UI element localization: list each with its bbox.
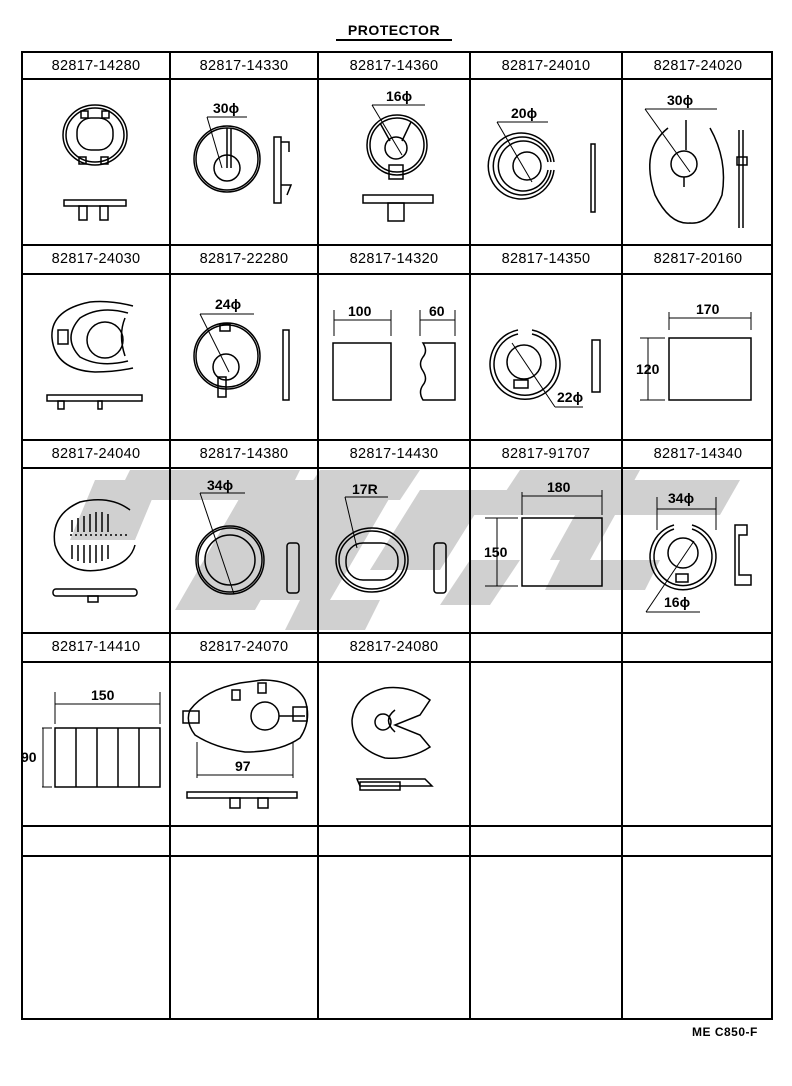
dim-label: 30ϕ bbox=[213, 100, 240, 116]
part-drawing-20160[interactable] bbox=[640, 312, 751, 400]
part-drawing-24040[interactable] bbox=[53, 500, 137, 602]
part-number[interactable]: 82817-24040 bbox=[51, 446, 141, 462]
dim-label: 16ϕ bbox=[664, 594, 691, 610]
page-title: PROTECTOR bbox=[336, 22, 452, 41]
dim-label: 180 bbox=[547, 479, 571, 495]
dim-label: 24ϕ bbox=[215, 296, 242, 312]
dim-label: 17R bbox=[352, 481, 378, 497]
part-drawing-14340[interactable] bbox=[646, 497, 751, 612]
part-number[interactable]: 82817-24070 bbox=[199, 639, 289, 655]
part-drawing-14320[interactable] bbox=[333, 310, 455, 400]
dim-label: 120 bbox=[636, 361, 660, 377]
document-code: ME C850-F bbox=[692, 1025, 758, 1039]
part-number[interactable]: 82817-24080 bbox=[349, 639, 439, 655]
part-number[interactable]: 82817-14340 bbox=[653, 446, 743, 462]
part-number[interactable]: 82817-14350 bbox=[501, 251, 591, 267]
dim-label: 20ϕ bbox=[511, 105, 538, 121]
part-number[interactable]: 82817-24020 bbox=[653, 58, 743, 74]
dim-label: 97 bbox=[235, 758, 251, 774]
part-drawing-14360[interactable] bbox=[363, 105, 433, 221]
part-drawing-24010[interactable] bbox=[488, 122, 595, 212]
part-drawing-14330[interactable] bbox=[194, 117, 291, 203]
part-drawing-24020[interactable] bbox=[645, 109, 747, 228]
part-drawing-14380[interactable] bbox=[196, 493, 299, 594]
dim-label: 34ϕ bbox=[207, 477, 234, 493]
part-number[interactable]: 82817-14330 bbox=[199, 58, 289, 74]
part-number[interactable]: 82817-14380 bbox=[199, 446, 289, 462]
part-drawing-24030[interactable] bbox=[47, 302, 142, 410]
part-drawing-91707[interactable] bbox=[485, 490, 602, 586]
part-number[interactable]: 82817-14430 bbox=[349, 446, 439, 462]
part-drawing-24080[interactable] bbox=[352, 688, 432, 791]
part-number[interactable]: 82817-14410 bbox=[51, 639, 141, 655]
part-drawing-14280[interactable] bbox=[63, 105, 127, 220]
part-number[interactable]: 82817-20160 bbox=[653, 251, 743, 267]
dim-label: 170 bbox=[696, 301, 720, 317]
part-number[interactable]: 82817-22280 bbox=[199, 251, 289, 267]
part-number[interactable]: 82817-14360 bbox=[349, 58, 439, 74]
part-drawing-22280[interactable] bbox=[194, 314, 289, 400]
dim-label: 90 bbox=[21, 749, 37, 765]
part-drawing-14430[interactable] bbox=[336, 497, 446, 593]
dim-label: 150 bbox=[484, 544, 508, 560]
part-number[interactable]: 82817-14320 bbox=[349, 251, 439, 267]
dim-label: 22ϕ bbox=[557, 389, 584, 405]
dim-label: 60 bbox=[429, 303, 445, 319]
part-number[interactable]: 82817-14280 bbox=[51, 58, 141, 74]
dim-label: 16ϕ bbox=[386, 88, 413, 104]
part-drawing-14410[interactable] bbox=[42, 692, 160, 787]
part-number[interactable]: 82817-24030 bbox=[51, 251, 141, 267]
dim-label: 150 bbox=[91, 687, 115, 703]
dim-label: 34ϕ bbox=[668, 490, 695, 506]
dim-label: 100 bbox=[348, 303, 372, 319]
part-number[interactable]: 82817-91707 bbox=[501, 446, 591, 462]
dim-label: 30ϕ bbox=[667, 92, 694, 108]
part-drawing-14350[interactable] bbox=[490, 330, 600, 407]
part-drawing-24070[interactable] bbox=[183, 680, 308, 808]
part-number[interactable]: 82817-24010 bbox=[501, 58, 591, 74]
